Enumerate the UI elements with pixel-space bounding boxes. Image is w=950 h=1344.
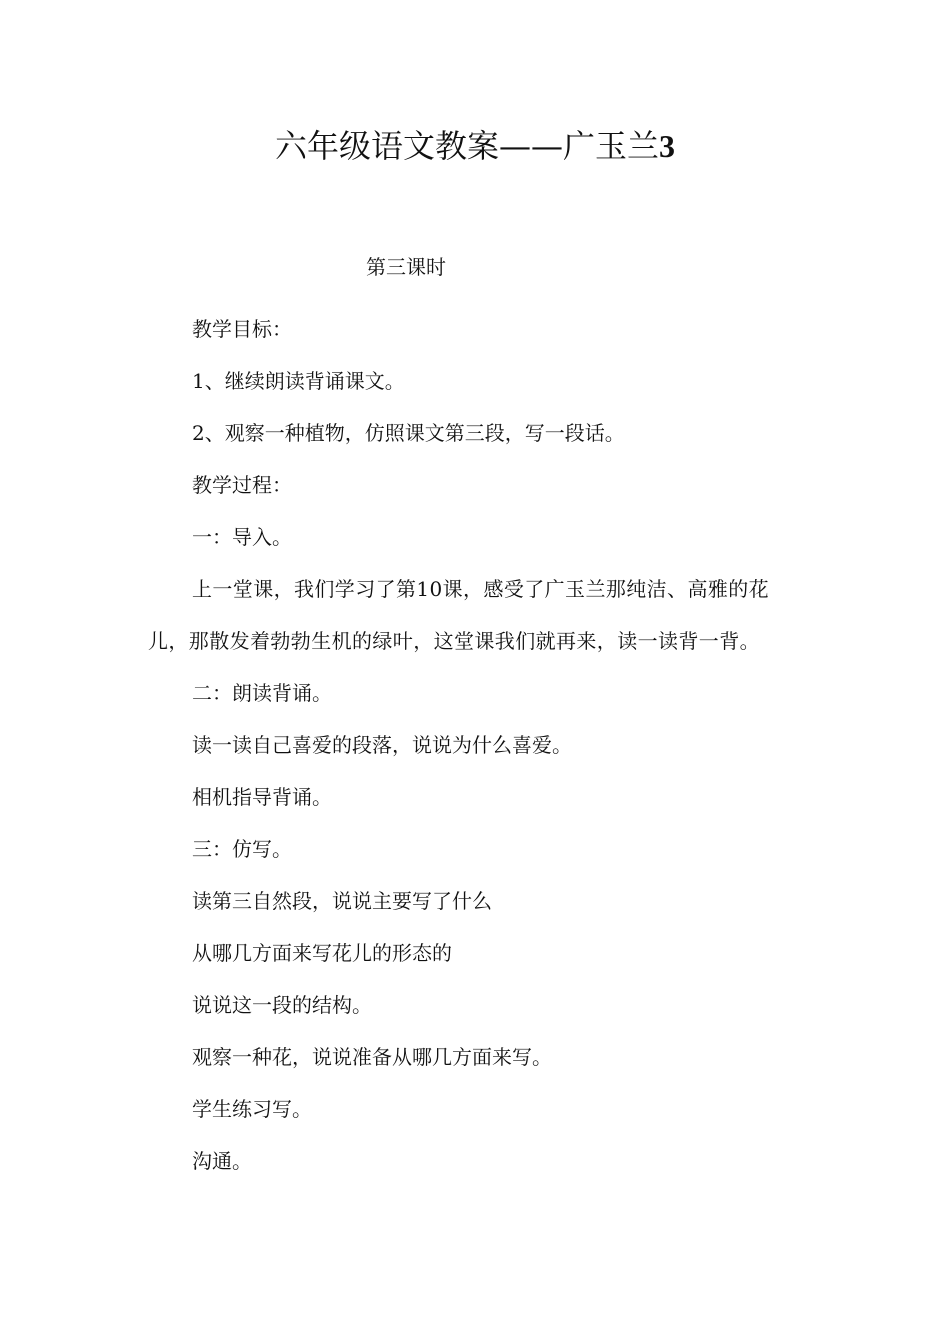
step-heading-imitation: 三：仿写。: [192, 837, 292, 861]
body-line: 学生练习写。: [192, 1097, 312, 1121]
section-heading-objectives: 教学目标：: [192, 317, 292, 341]
section-heading-process: 教学过程：: [192, 473, 292, 497]
document-title-text: 六年级语文教案——广玉兰: [274, 127, 659, 165]
body-line: 读第三自然段，说说主要写了什么: [192, 889, 492, 913]
step-heading-introduction: 一：导入。: [192, 525, 292, 549]
document-title-number: 3: [659, 128, 675, 164]
body-line: 沟通。: [192, 1149, 252, 1173]
step-heading-reading: 二：朗读背诵。: [192, 681, 332, 705]
lesson-period-heading: 第三课时: [366, 255, 446, 279]
body-line: 从哪几方面来写花儿的形态的: [192, 941, 452, 965]
document-body: [148, 303, 798, 1187]
document-title: [0, 122, 950, 170]
body-line: 相机指导背诵。: [192, 785, 332, 809]
objective-item-2: 2、观察一种植物，仿照课文第三段，写一段话。: [192, 421, 625, 445]
body-line: 观察一种花，说说准备从哪几方面来写。: [192, 1045, 552, 1069]
introduction-paragraph: 上一堂课，我们学习了第10课，感受了广玉兰那纯洁、高雅的花儿，那散发着勃勃生机的绿叶，这堂课我们就再来，读一读背一背。: [148, 577, 770, 653]
body-line: 读一读自己喜爱的段落，说说为什么喜爱。: [192, 733, 572, 757]
body-line: 说说这一段的结构。: [192, 993, 372, 1017]
objective-item-1: 1、继续朗读背诵课文。: [192, 369, 405, 393]
